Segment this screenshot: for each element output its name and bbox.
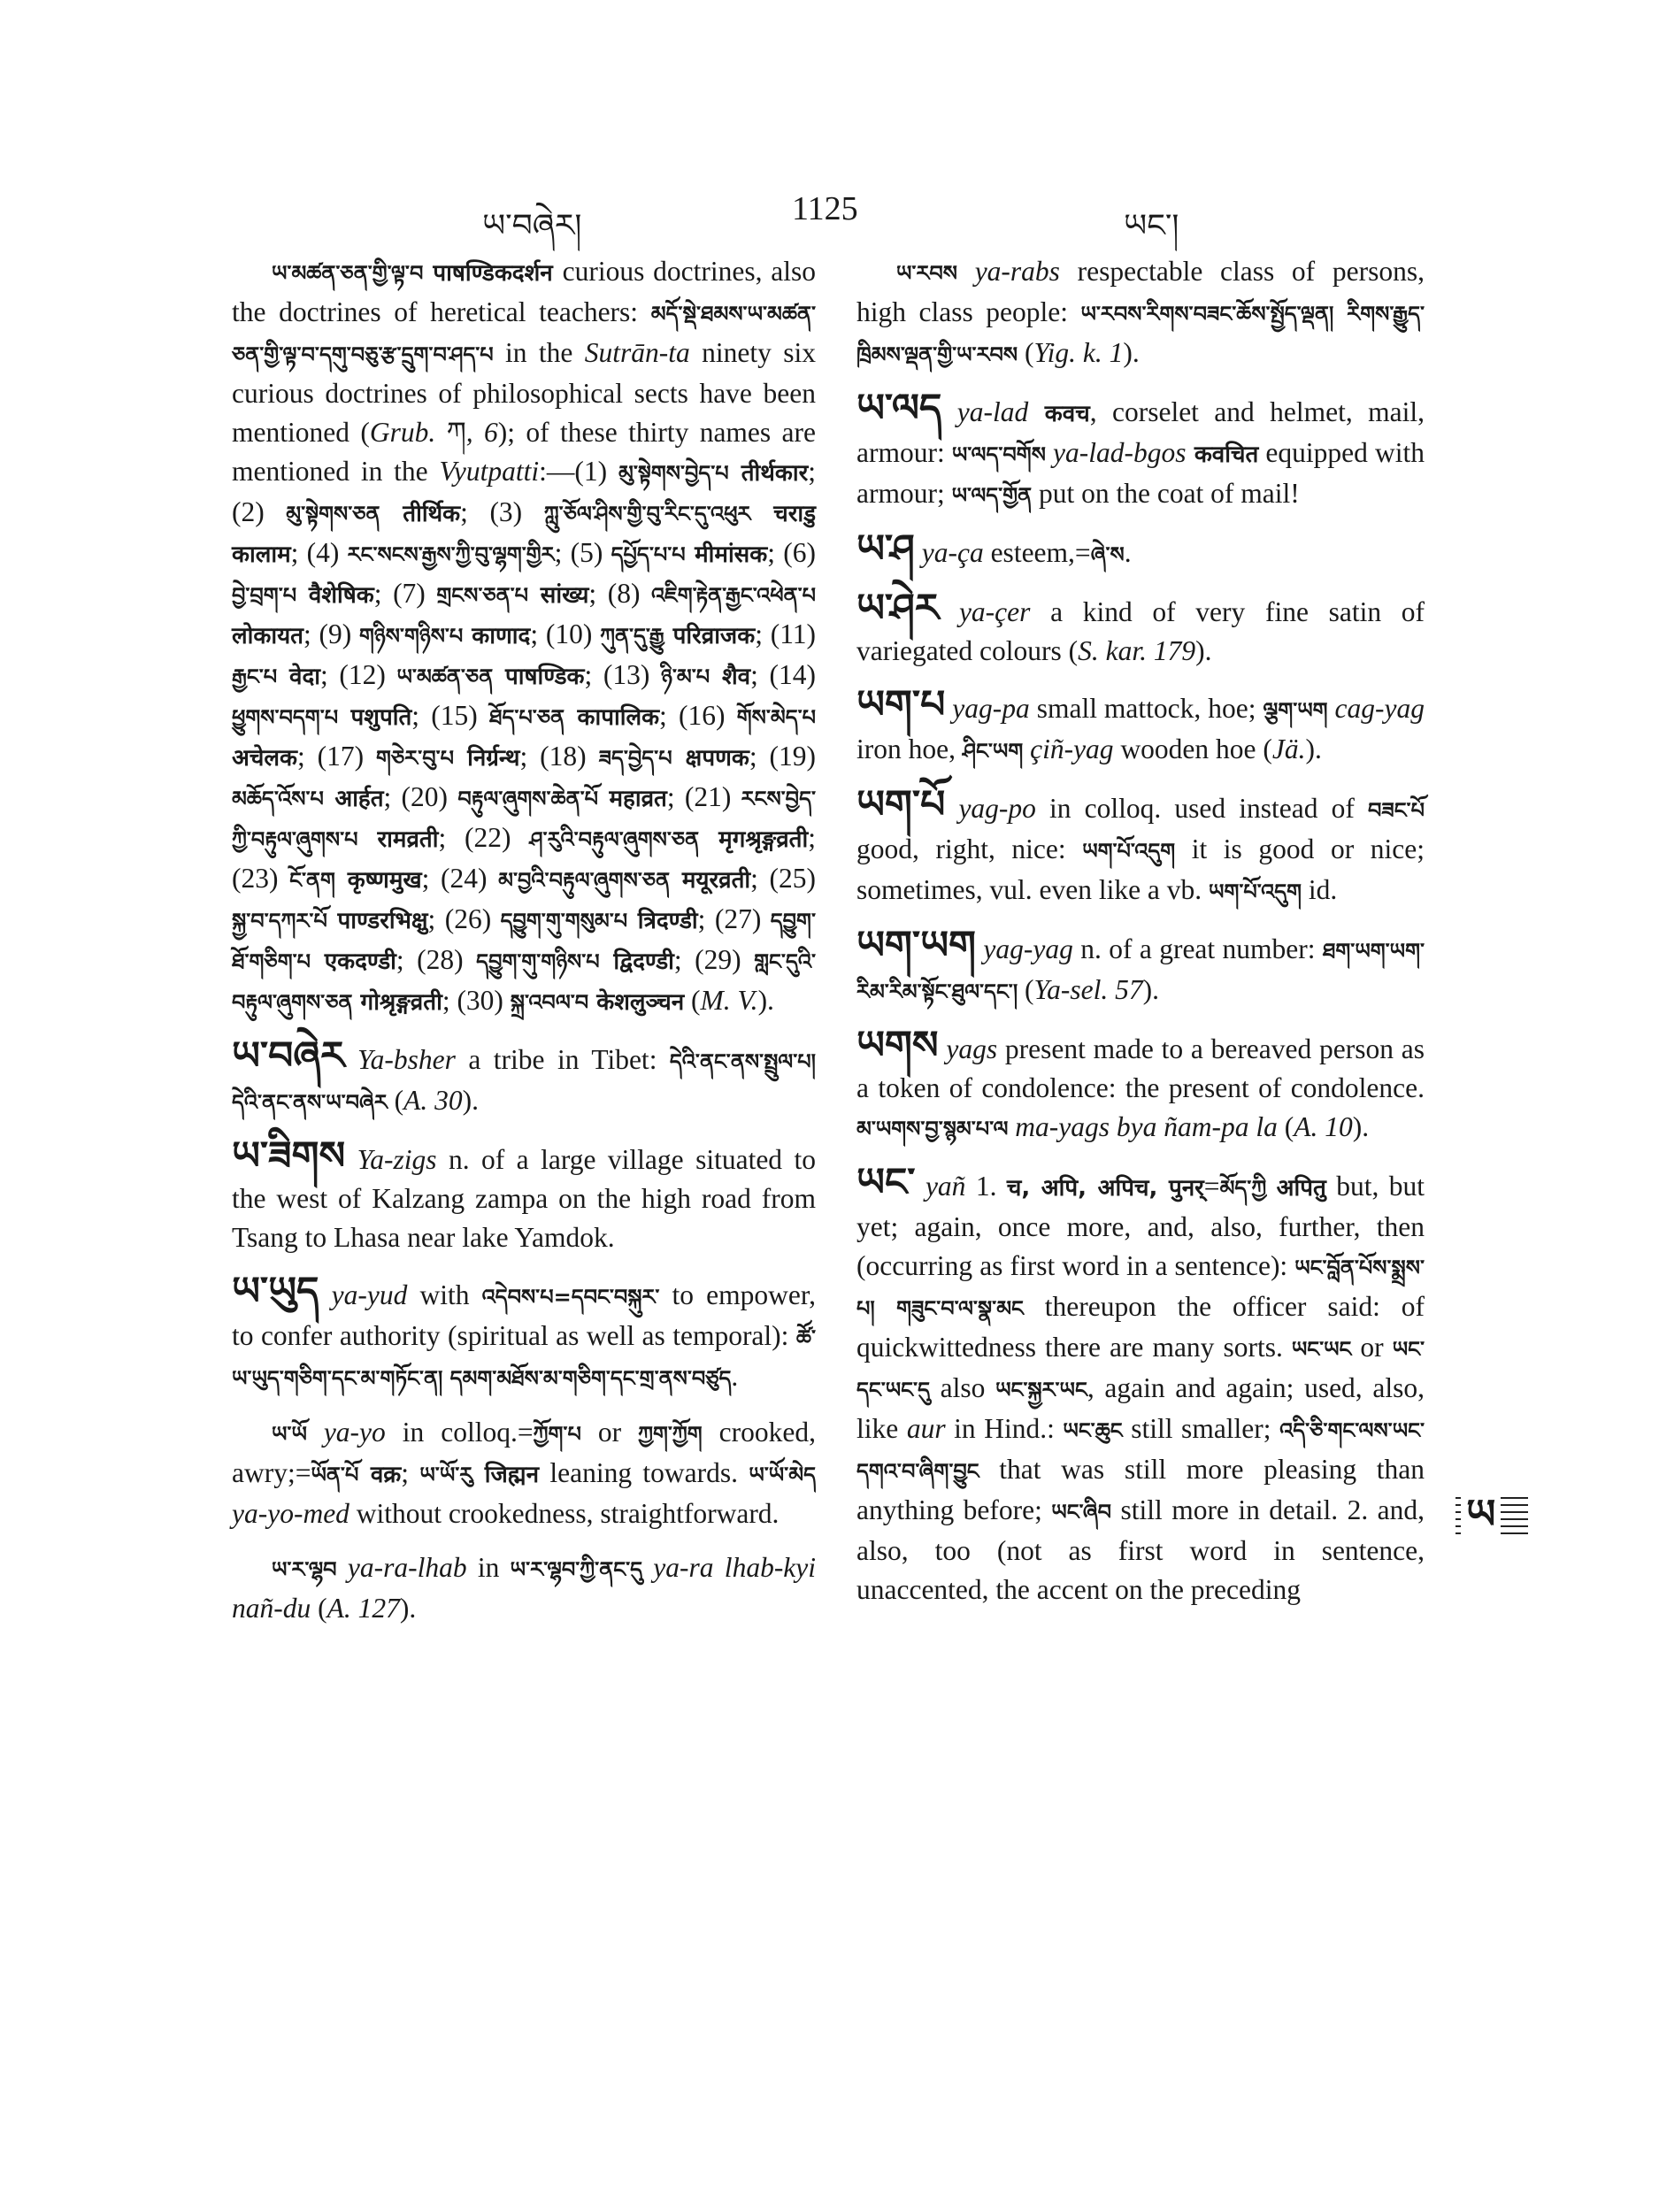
dictionary-entry (232, 1033, 816, 1122)
entry-text: ; (9) (303, 618, 359, 649)
dictionary-entry (232, 1133, 816, 1257)
italic-text: ya-yo-med (232, 1498, 349, 1529)
sanskrit-text: कापालिक (565, 704, 660, 731)
entry-text: ; (21) (666, 781, 741, 812)
running-head-right: ཡང་། (1124, 208, 1179, 243)
tibetan-text: ཞེ་ས (1090, 542, 1125, 567)
entry-text: that was still more pleasing than anything before; (856, 1454, 1425, 1525)
sanskrit-text: कवच (1028, 401, 1090, 427)
headword: ཡ་ཡུད (232, 1269, 319, 1314)
italic-text: A. 30 (403, 1085, 463, 1116)
sanskrit-text: जिह्मन (472, 1462, 540, 1488)
tibetan-text: ཡང་སྐྱར་ཡང (995, 1378, 1087, 1402)
entry-text (345, 1144, 357, 1175)
entry-text: without crookedness, straightforward. (349, 1498, 780, 1529)
tibetan-text: རྒྱང་པ (232, 664, 278, 689)
sanskrit-text: वेदा (277, 664, 320, 690)
sanskrit-text: आर्हत (323, 786, 384, 812)
tibetan-text: ཡ་མཚན་ཅན (396, 664, 494, 689)
sanskrit-text: निर्ग्रन्थ (454, 745, 520, 772)
italic-text: M. V. (700, 985, 758, 1016)
entry-text (345, 1044, 357, 1075)
entry-text: ; (13) (584, 659, 662, 690)
italic-text: çiñ-yag (1030, 733, 1114, 764)
sanskrit-text: कृष्णमुख (334, 867, 422, 894)
headword: ཡག་པ (856, 682, 946, 727)
entry-text: ; (7) (373, 578, 437, 609)
italic-text: ya-çer (958, 596, 1031, 627)
entry-text: ; (26) (427, 903, 501, 934)
entry-text: ; (30) (442, 985, 511, 1016)
left-column (232, 252, 816, 1643)
entry-text: good, right, nice: (856, 833, 1083, 864)
entry-text (1266, 1171, 1276, 1202)
entry-text (941, 396, 956, 427)
entry-text: ( (1018, 337, 1034, 368)
dictionary-entry (856, 252, 1425, 374)
dictionary-entry (232, 1269, 816, 1398)
tibetan-text: འདེབས་པ=དབང་བསྐུར་ (481, 1285, 660, 1310)
entry-text: ; (6) (767, 537, 816, 568)
tibetan-text: ཀུན་དུ་རྒྱུ (600, 624, 664, 649)
tibetan-text: ཡ་ཡོ་རུ (419, 1463, 473, 1487)
tibetan-text: གྲངས་ཅན་པ (436, 583, 529, 608)
italic-text: Yig. k. 1 (1033, 337, 1124, 368)
entry-text: in Hind.: (945, 1413, 1064, 1444)
entry-text: ninety six curious doctrines of philosophical sects have been mentioned ( (232, 337, 816, 448)
tibetan-text: དཔྱོད་པ་པ (611, 542, 686, 567)
entry-text: ; (401, 1457, 420, 1488)
entry-text: ; (5) (554, 537, 611, 568)
tibetan-text: ཀྱག་ཀྱོག (638, 1422, 703, 1447)
sanskrit-text: गोश्रृङ्गव्रती (352, 989, 442, 1016)
italic-text: ya-ra lhab-kyi nañ-du (232, 1552, 817, 1624)
entry-text: id. (1302, 874, 1338, 905)
sanskrit-text: द्विदण्डी (599, 949, 674, 975)
headword: ཡ་ལད (856, 386, 942, 431)
entry-text: ; (14) (750, 659, 817, 690)
entry-text: present made to a bereaved person as a token of condolence: the present of condolence. (856, 1033, 1425, 1103)
entry-text: in colloq.= (385, 1417, 534, 1448)
tibetan-text: ཡ་མཚན་ཅན་གྱི་ལྟ་བ (272, 261, 424, 286)
italic-text: A. 10 (1294, 1111, 1353, 1142)
italic-text: ya-rabs (974, 256, 1060, 287)
italic-text: ya-ra-lhab (347, 1552, 467, 1583)
tibetan-text: ཤིང་ཡག (962, 739, 1024, 764)
tibetan-text: མ་བྱའི་བརྟུལ་ཞུགས་ཅན (498, 868, 671, 893)
tibetan-text: ཀླུ་ཅོལ་ཤིས་གྱི་བུ་རིང་དུ་འཕུར (543, 502, 751, 526)
tibetan-text: སྐྲ་འབལ་བ (510, 990, 589, 1015)
entry-text: ; (29) (673, 944, 755, 975)
entry-text: = (1203, 1171, 1220, 1202)
entry-text: in (466, 1552, 511, 1583)
dictionary-entry (856, 923, 1425, 1011)
entry-text: n. of a large village situated to the west of Kalzang zampa on the high road from Tsang to Lhasa near lake Yamdok. (232, 1144, 816, 1253)
sanskrit-text: वैशेषिक (296, 582, 374, 609)
tibetan-text: ཡ་རབས་རིགས་བཟང་ཆོས་སྤྱོད་ལྡན། རིགས་རྒྱུད་ཁྲིམས་ལྡན་གྱི་ཡ་རབས (856, 302, 1425, 367)
sanskrit-text: लोकायत (232, 623, 303, 649)
entry-text (939, 596, 959, 627)
page-number: 1125 (792, 190, 858, 227)
italic-text: A. 127 (326, 1593, 400, 1624)
italic-text: ya-lad (956, 396, 1029, 427)
headword: ཡགས (856, 1023, 939, 1068)
tibetan-text: ཡ་ཡོ་མེད (749, 1463, 816, 1487)
tibetan-text: འཇིག་རྟེན་རྒྱང་འཕེན་པ (651, 583, 817, 608)
headword: ཡང་ (856, 1160, 916, 1205)
sanskrit-text: मीमांसक (685, 541, 768, 568)
dictionary-entry (856, 1023, 1425, 1148)
italic-text: , 6 (465, 417, 498, 448)
italic-text: ma-yags bya ñam-pa la (1015, 1111, 1278, 1142)
italic-text: Ya-zigs (357, 1144, 437, 1175)
dictionary-entry (856, 782, 1425, 911)
entry-text: ; (24) (421, 863, 499, 894)
dictionary-entry (856, 526, 1425, 574)
entry-text (957, 256, 975, 287)
entry-text: ( (1018, 974, 1034, 1005)
sanskrit-text: परिव्राजक (664, 623, 756, 649)
entry-text: :—(1) (539, 456, 618, 487)
italic-text: cag-yag (1334, 693, 1425, 724)
tibetan-text: ཡང་ཡང (1291, 1337, 1352, 1362)
entry-text: ). (399, 1593, 417, 1624)
italic-text: ya-yo (323, 1417, 386, 1448)
entry-text: ). (1195, 635, 1212, 666)
dictionary-entry (856, 1160, 1425, 1609)
tibetan-text: བཟང་པོ (1367, 798, 1425, 823)
italic-text: S. kar. 179 (1078, 635, 1196, 666)
sanskrit-text: सांख्य (528, 582, 589, 609)
tibetan-text: སྐྱ་བ་དཀར་པོ (232, 909, 327, 933)
italic-text: yañ (925, 1171, 966, 1202)
entry-text: , again and again; used, also, like (856, 1372, 1425, 1444)
headword: ཡག་ཡག (856, 923, 976, 968)
entry-text (337, 1552, 348, 1583)
entry-text (642, 1552, 653, 1583)
tibetan-text: མཆོད་འོས་པ (232, 787, 324, 811)
entry-text: a kind of very fine satin of variegated colours ( (856, 596, 1425, 666)
tibetan-text: ཤ་རུའི་བརྟུལ་ཞུགས་ཅན (529, 827, 700, 852)
entry-text: small mattock, hoe; (1029, 693, 1263, 724)
entry-text: ). (757, 985, 774, 1016)
entry-text: ). (1352, 1111, 1370, 1142)
tibetan-text: གླང་དུའི་བརྟུལ་ཞུགས་ཅན (232, 949, 816, 1015)
entry-text: ); of these thirty names are mentioned in the (232, 417, 816, 487)
entry-text: ཀ (435, 417, 466, 448)
entry-text (945, 793, 958, 824)
italic-text: aur (906, 1413, 946, 1444)
italic-text: Grub. (369, 417, 436, 448)
entry-text: in the (493, 337, 585, 368)
entry-text: ; (23) (232, 822, 816, 894)
entry-text: ; (2) (232, 456, 817, 527)
sanskrit-text: मयूरव्रती (670, 867, 751, 894)
dictionary-entry (856, 586, 1425, 671)
entry-text: crooked, awry;= (232, 1417, 816, 1488)
tibetan-text: གོས་མེད་པ (736, 705, 817, 730)
thumb-index-tab (1455, 1492, 1528, 1541)
tibetan-text: ཡག་པོ་འདུག (1209, 879, 1302, 904)
italic-text: yag-yag (983, 933, 1073, 964)
entry-text: to empower, to confer authority (spiritual as well as temporal): (232, 1279, 816, 1351)
entry-text: ; (19) (749, 741, 817, 772)
italic-text: Ya-bsher (357, 1044, 456, 1075)
italic-text: Sutrān-ta (584, 337, 690, 368)
entry-text: , corselet and helmet, mail, armour: (856, 396, 1425, 468)
entry-text: ; (18) (519, 741, 599, 772)
entry-text: ; (16) (659, 700, 737, 731)
sanskrit-text: शैव (710, 664, 751, 690)
entry-text: ( (1277, 1111, 1294, 1142)
dictionary-entry (856, 682, 1425, 771)
tibetan-text: མ་ཡགས་བྱ་སྙམ་པ་ལ (856, 1117, 1009, 1141)
tibetan-text: ཡ་ལད་གྱོན (951, 483, 1033, 508)
entry-text: still more in detail. 2. and, also, too (not as first word in sentence, unaccented, the accent on the preceding (856, 1494, 1425, 1605)
entry-text: equipped with armour; (856, 437, 1425, 509)
tibetan-text: དབྱུག་ཐོ་གཅིག་པ (232, 909, 816, 974)
tibetan-text: ཉི་མ་པ (661, 664, 710, 689)
tibetan-text: མོད་ཀྱི (1219, 1176, 1267, 1201)
tibetan-text: རང་སངས་རྒྱས་ཀྱི་བུ་ལྷག་གྱིར (347, 542, 555, 567)
entry-text: iron hoe, (856, 733, 963, 764)
italic-text: ya-lad-bgos (1053, 437, 1187, 468)
sanskrit-text: चराडु कालाम (232, 501, 817, 568)
sanskrit-text: रामव्रती (357, 826, 439, 853)
entry-text: or (580, 1417, 639, 1448)
entry-text: put on the coat of mail! (1032, 478, 1300, 509)
entry-text (1046, 437, 1053, 468)
tibetan-text: མདོ་སྡེ་ཐམས་ཡ་མཚན་ཅན་གྱི་ལྟ་བ་དགུ་བཅུ་རྩ་དྲུག་བ་ཤད་པ (232, 302, 816, 367)
tibetan-text: ཡང་ཞིབ (1051, 1500, 1112, 1525)
sanskrit-text: त्रिदण्डी (627, 908, 698, 934)
italic-text: Jä. (1271, 733, 1306, 764)
headword: ཡ་ཤ (856, 526, 915, 572)
sanskrit-text: अचेलक (232, 745, 297, 772)
entry-text: or (1351, 1332, 1393, 1363)
tibetan-text: ཡ་ཡོ (272, 1422, 307, 1447)
entry-text: respectable class of persons, high class people: (856, 256, 1425, 327)
sanskrit-text: काणाद (463, 623, 531, 649)
tibetan-text: གཅེར་བུ་པ (376, 746, 455, 771)
tibetan-text: ཐོད་པ་ཅན (488, 705, 565, 730)
tibetan-text: དབྱུག་གུ་གཉིས་པ (476, 949, 600, 974)
entry-text (1328, 693, 1335, 724)
entry-text: a tribe in Tibet: (455, 1044, 670, 1075)
tibetan-text: ལྕག་ཡག (1263, 698, 1328, 723)
entry-text: leaning towards. (539, 1457, 749, 1488)
headword: ཡ་ཟིགས (232, 1133, 346, 1179)
tibetan-text: ཀྱོག་པ (533, 1422, 581, 1447)
tibetan-text: བརྟུལ་ཞུགས་ཆེན་པོ (457, 787, 599, 811)
entry-text (307, 1417, 324, 1448)
tibetan-text: འདི་ཅི་གང་ལས་ཡང་དགའ་བ་ཞིག་བྱུང (856, 1418, 1425, 1484)
sanskrit-text: वक्र (358, 1462, 402, 1488)
entry-text (319, 1279, 332, 1310)
tibetan-text: རངས་བྱེད་ཀྱི་བརྟུལ་ཞུགས་པ (232, 787, 817, 852)
dictionary-entry (232, 252, 816, 1022)
entry-text: ; (25) (750, 863, 817, 894)
italic-text: ya-ça (921, 537, 984, 568)
headword: ཡ་བཞེར (232, 1033, 345, 1079)
italic-text: yag-po (958, 793, 1036, 824)
entry-text: ; (4) (290, 537, 348, 568)
sanskrit-text: महाव्रत (598, 786, 667, 812)
sanskrit-text: केशलुञ्चन (588, 989, 685, 1016)
entry-text: ). (1123, 337, 1140, 368)
entry-text: ; (10) (530, 618, 601, 649)
dictionary-entry (232, 1413, 816, 1533)
entry-text: ( (684, 985, 701, 1016)
tibetan-text: ཟད་བྱེད་པ (598, 746, 672, 771)
sanskrit-text: अपितु (1276, 1175, 1326, 1202)
entry-text: ; (20) (383, 781, 458, 812)
sanskrit-text: पाण्डरभिक्षु (326, 908, 428, 934)
tibetan-text: ཚོ་ཡ་ཡུད་གཅིག་དང་མ་གཏོང་ན། དམག་མཐོས་མ་གཅིག་དང་གྲ་ནས་བཙུད (232, 1325, 816, 1391)
entry-text (916, 1171, 926, 1202)
entry-text: curious doctrines, also the doctrines of heretical teachers: (232, 256, 817, 327)
entry-text: in colloq. used instead of (1035, 793, 1368, 824)
entry-text: . (1124, 537, 1132, 568)
entry-text: with (407, 1279, 482, 1310)
entry-text: ; (11) (755, 618, 817, 649)
entry-text (915, 537, 922, 568)
tibetan-text: ངོ་ནག (289, 868, 335, 893)
entry-text: but, but yet; again, once more, and, also, further, then (occurring as first word in a sentence): (856, 1171, 1425, 1281)
italic-text: ya-yud (331, 1279, 408, 1310)
thumb-index-letter: ཡ (1461, 1490, 1501, 1538)
entry-text: ; (17) (296, 741, 377, 772)
tibetan-text: ཡག་པོ་འདུག (1082, 839, 1176, 864)
italic-text: Vyutpatti (439, 456, 540, 487)
tibetan-text: ཡོན་པོ (311, 1463, 359, 1487)
italic-text: Ya-sel. 57 (1033, 974, 1143, 1005)
entry-text: ; (3) (460, 496, 544, 527)
tibetan-text: ཡ་ལད་བགོས (951, 442, 1046, 467)
entry-text: esteem,= (983, 537, 1091, 568)
entry-text: ; (28) (396, 944, 477, 975)
italic-text: yags (946, 1033, 998, 1064)
tibetan-text: ཡང་བློན་པོས་སྨྲས་པ། གཟུང་བ་ལ་སྣ་མང (856, 1256, 1425, 1321)
sanskrit-text: कवचित (1186, 442, 1259, 468)
entry-text: it is good or nice; sometimes, vul. even like a vb. (856, 833, 1425, 905)
tibetan-text: ཡ་རབས (896, 261, 957, 286)
tibetan-text: ཕྱུགས་བདག་པ (232, 705, 339, 730)
entry-text: wooden hoe ( (1113, 733, 1272, 764)
entry-text: ; (22) (438, 822, 530, 853)
sanskrit-text: तीर्थिक (380, 501, 461, 527)
entry-text: ). (1305, 733, 1322, 764)
headword: ཡག་པོ (856, 782, 946, 827)
tibetan-text: དབྱུག་གུ་གསུམ་པ (500, 909, 628, 933)
sanskrit-text: मृगश्रृङ्गव्रती (699, 826, 809, 853)
italic-text: yag-pa (952, 693, 1030, 724)
sanskrit-text: तीर्थकार (728, 460, 809, 487)
tibetan-text: མུ་སྟེགས་ཅན (286, 502, 380, 526)
dictionary-entry (232, 1548, 816, 1628)
headword: ཡ་ཤེར (856, 586, 940, 631)
tibetan-text: ཡང་དང་ཡང་དུ (856, 1337, 1425, 1402)
entry-text (1023, 733, 1030, 764)
sanskrit-text: पाषण्डिक (493, 664, 585, 690)
tibetan-text: དེའི་ནང་ནས་སྤྲུལ་པ། དེའི་ནང་ནས་ཡ་བཞེར (232, 1049, 816, 1115)
right-column (856, 252, 1425, 1624)
entry-text: ; (12) (319, 659, 397, 690)
tibetan-text: ཡ་ར་ལྷབ་ཀྱི་ནང་དུ (510, 1557, 642, 1582)
tibetan-text: གཉིས་གཉིས་པ (358, 624, 464, 649)
tibetan-text: ཐག་ཡག་ཡག་རིམ་རིམ་སྟོང་ཐུལ་དང་། (856, 939, 1425, 1004)
entry-text: ; (27) (697, 903, 771, 934)
entry-text: ; (8) (588, 578, 652, 609)
entry-text: ( (311, 1593, 327, 1624)
sanskrit-text: पाषण्डिकदर्शन (423, 260, 563, 287)
entry-text: 1. (965, 1171, 1007, 1202)
entry-text: n. of a great number: (1072, 933, 1323, 964)
entry-text: thereupon the officer said: of quickwittedness there are many sorts. (856, 1291, 1425, 1363)
sanskrit-text: क्षपणक (672, 745, 749, 772)
dictionary-entry (856, 386, 1425, 515)
entry-text: . (731, 1361, 739, 1392)
running-head-left: ཡ་བཞེར། (482, 208, 582, 243)
entry-text: ( (387, 1085, 404, 1116)
entry-text: also (929, 1372, 996, 1403)
entry-text: still smaller; (1122, 1413, 1280, 1444)
tibetan-text: ཡང་ཆུང (1063, 1418, 1123, 1443)
sanskrit-text: पशुपति (338, 704, 412, 731)
sanskrit-text: च, अपि, अपिच, पुनर् (1006, 1175, 1204, 1202)
entry-text: ). (462, 1085, 480, 1116)
tibetan-text: ཡ་ར་ལྷབ (272, 1557, 337, 1582)
entry-text: ). (1142, 974, 1160, 1005)
entry-text: ; (15) (411, 700, 489, 731)
sanskrit-text: एकदण्डी (311, 949, 396, 975)
tibetan-text: མུ་སྟེགས་བྱེད་པ (618, 461, 729, 486)
tibetan-text: བྱེ་བྲག་པ (232, 583, 297, 608)
